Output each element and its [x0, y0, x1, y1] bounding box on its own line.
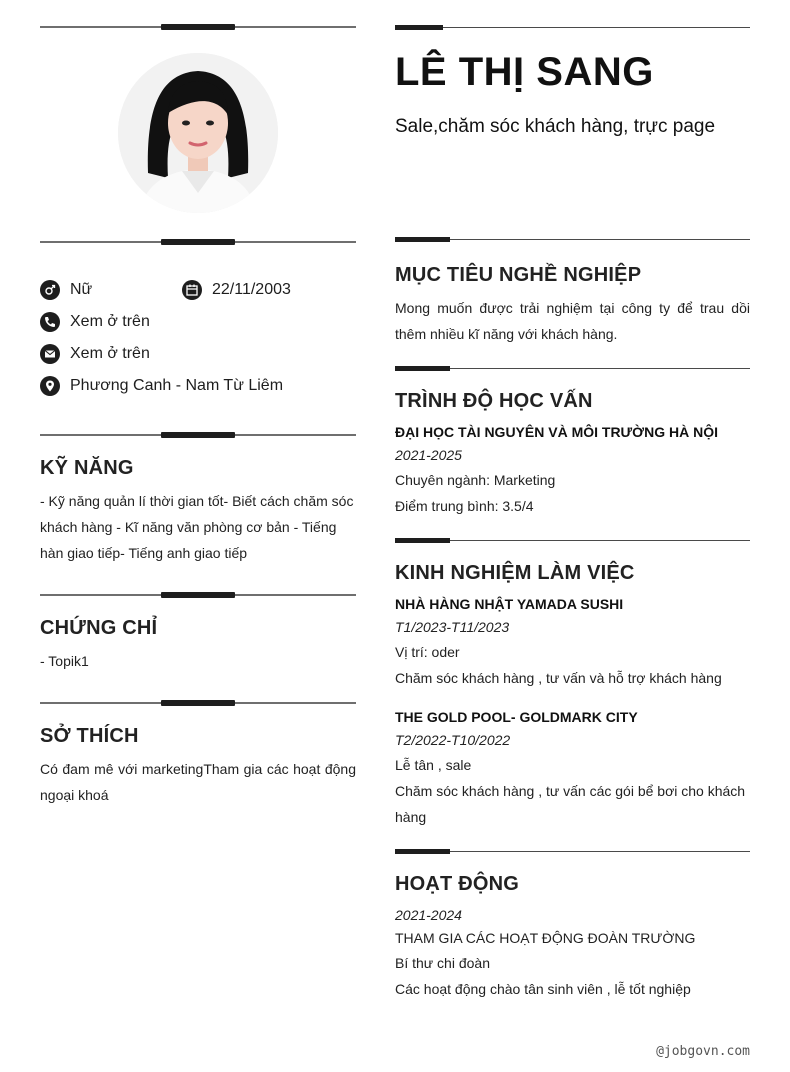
- location-pin-icon: [40, 376, 60, 396]
- job-role: Vị trí: oder: [395, 644, 460, 660]
- divider: [395, 366, 750, 372]
- education-major: Chuyên ngành: Marketing: [395, 472, 556, 488]
- divider: [40, 430, 356, 440]
- objective-text: Mong muốn được trải nghiệm tại công ty để trau dồi thêm nhiều kĩ năng với khách hàng.: [395, 300, 750, 342]
- activity-org: THAM GIA CÁC HOẠT ĐỘNG ĐOÀN TRƯỜNG: [395, 930, 696, 946]
- divider: [395, 538, 750, 544]
- job-description: Chăm sóc khách hàng , tư vấn và hỗ trợ khách hàng: [395, 670, 722, 686]
- contact-birthday: [182, 279, 291, 301]
- activities-title: HOẠT ĐỘNG: [395, 873, 520, 895]
- divider: [395, 25, 750, 31]
- gender-icon: [40, 280, 60, 300]
- job-role: Lễ tân , sale: [395, 757, 472, 773]
- skills-title: KỸ NĂNG: [40, 457, 134, 479]
- divider: [40, 237, 356, 247]
- education-gpa: Điểm trung bình: 3.5/4: [395, 498, 534, 514]
- education-title: TRÌNH ĐỘ HỌC VẤN: [395, 390, 593, 412]
- gender-text: Nữ: [70, 281, 93, 298]
- contact-gender: [40, 279, 92, 301]
- job-company: NHÀ HÀNG NHẬT YAMADA SUSHI: [395, 596, 624, 612]
- skills-text: - Kỹ năng quản lí thời gian tốt- Biết cách chăm sóc khách hàng - Kĩ năng văn phòng cơ bản - Tiếng hàn giao tiếp- Tiếng anh giao tiếp: [40, 493, 354, 561]
- email-text: Xem ở trên: [70, 345, 150, 362]
- phone-text: Xem ở trên: [70, 313, 150, 330]
- contact-address: [40, 375, 283, 397]
- divider: [395, 237, 750, 243]
- job-description: Chăm sóc khách hàng , tư vấn các gói bể bơi cho khách hàng: [395, 783, 746, 825]
- divider: [395, 849, 750, 855]
- phone-icon: [40, 312, 60, 332]
- certificates-text: - Topik1: [40, 653, 89, 669]
- objective-title: MỤC TIÊU NGHỀ NGHIỆP: [395, 264, 642, 286]
- candidate-name: LÊ THỊ SANG: [395, 50, 654, 94]
- email-icon: [40, 344, 60, 364]
- avatar: [118, 53, 278, 213]
- job-company: THE GOLD POOL- GOLDMARK CITY: [395, 709, 638, 725]
- avatar-portrait: [118, 53, 278, 213]
- education-school: ĐẠI HỌC TÀI NGUYÊN VÀ MÔI TRƯỜNG HÀ NỘI: [395, 424, 719, 440]
- education-period: 2021-2025: [395, 447, 462, 463]
- activity-description: Các hoạt động chào tân sinh viên , lễ tốt nghiệp: [395, 981, 691, 997]
- certificates-title: CHỨNG CHỈ: [40, 617, 158, 639]
- candidate-position: Sale,chăm sóc khách hàng, trực page: [395, 116, 716, 137]
- divider: [40, 590, 356, 600]
- divider: [40, 698, 356, 708]
- activity-period: 2021-2024: [395, 907, 462, 923]
- footer-watermark: @jobgovn.com: [656, 1044, 750, 1059]
- experience-title: KINH NGHIỆM LÀM VIỆC: [395, 562, 635, 584]
- birthday-text: 22/11/2003: [212, 281, 291, 298]
- job-period: T2/2022-T10/2022: [395, 732, 511, 748]
- activity-role: Bí thư chi đoàn: [395, 955, 490, 971]
- contact-email: [40, 343, 150, 365]
- divider: [40, 22, 356, 32]
- hobbies-text: Có đam mê với marketingTham gia các hoạt động ngoại khoá: [40, 761, 356, 803]
- hobbies-title: SỞ THÍCH: [40, 725, 139, 747]
- job-period: T1/2023-T11/2023: [395, 619, 510, 635]
- contact-phone: [40, 311, 150, 333]
- address-text: Phương Canh - Nam Từ Liêm: [70, 377, 284, 394]
- calendar-icon: [182, 280, 202, 300]
